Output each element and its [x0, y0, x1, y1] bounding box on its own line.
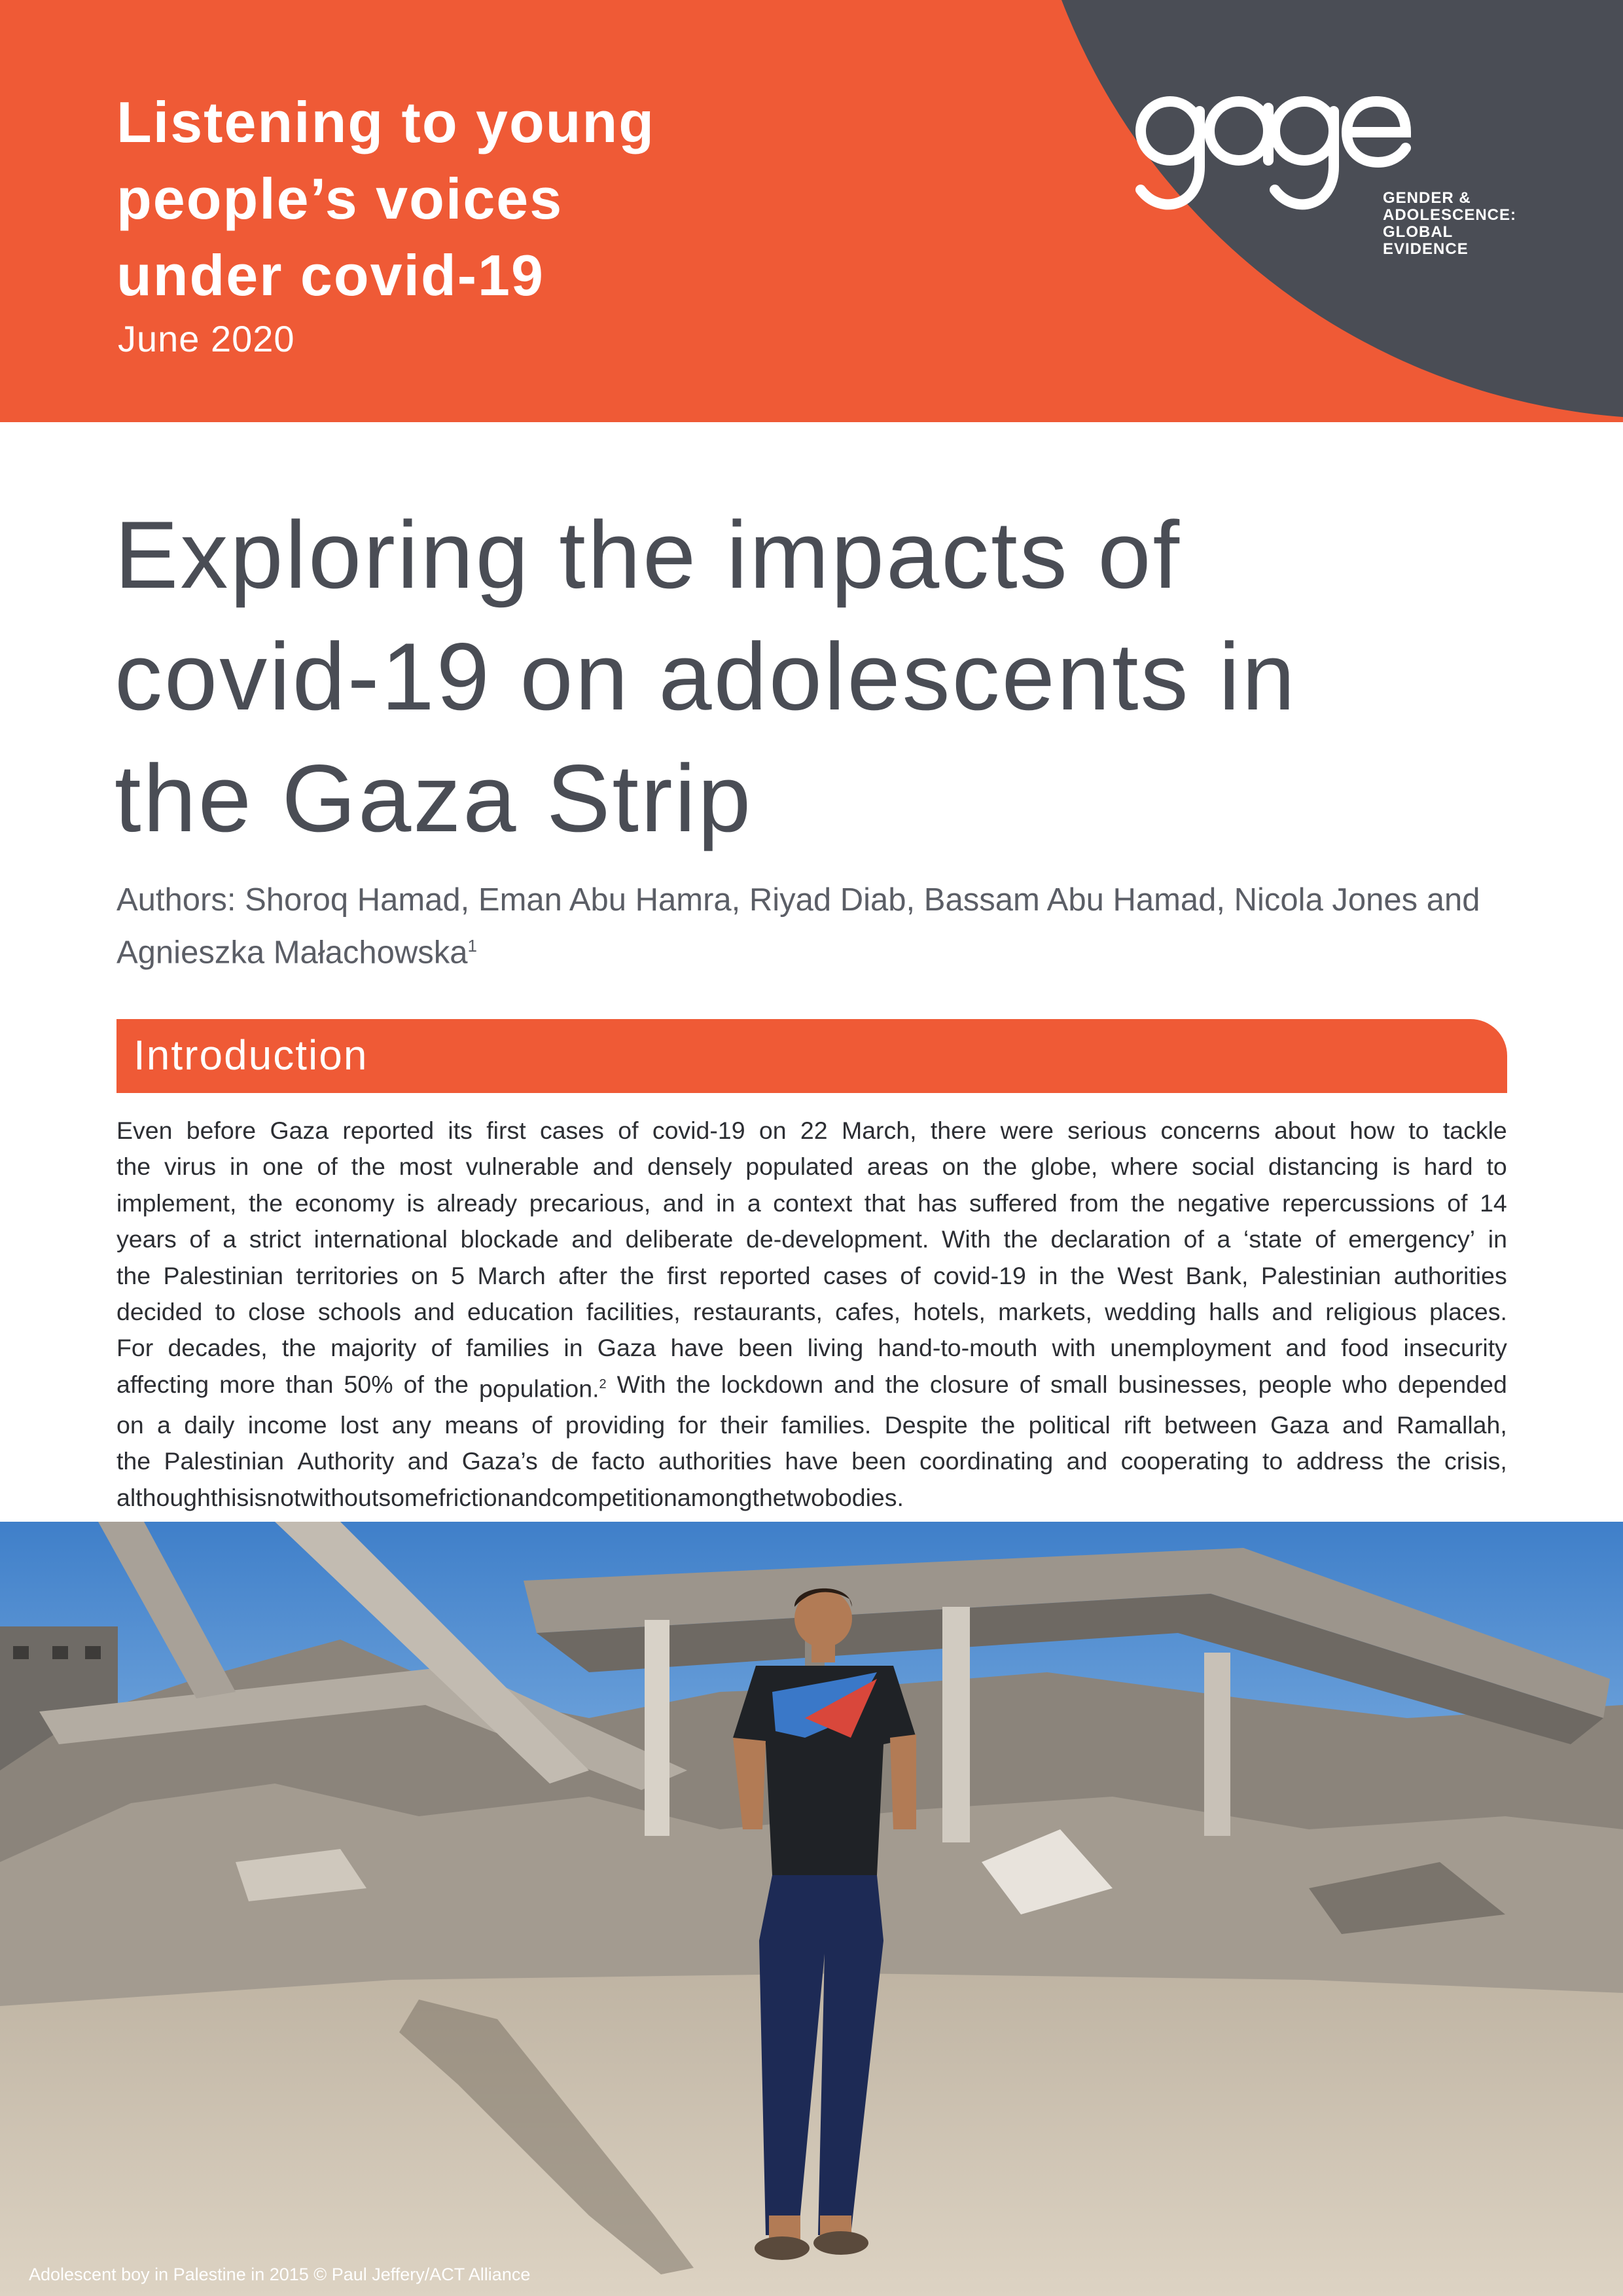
paragraph-word: places.: [1429, 1298, 1507, 1326]
paragraph-word: vulnerable: [465, 1153, 579, 1181]
paragraph-word: For: [116, 1334, 154, 1362]
paragraph-word: of: [1447, 1189, 1468, 1217]
paragraph-word: of: [1183, 1225, 1204, 1253]
paragraph-word: where: [1111, 1153, 1179, 1181]
paragraph-word: address: [1296, 1447, 1384, 1475]
paragraph-word: with: [1052, 1334, 1096, 1362]
paragraph-word: implement,: [116, 1189, 237, 1217]
paragraph-line: [116, 1443, 1507, 1479]
page-title-line: covid-19 on adolescents in: [115, 623, 1297, 730]
paragraph-word: a: [157, 1410, 171, 1439]
paragraph-word: unemployment: [1110, 1334, 1272, 1362]
paragraph-word: the: [1070, 1261, 1105, 1289]
photo-caption: Adolescent boy in Palestine in 2015 © Paul Jeffery/ACT Alliance: [29, 2265, 531, 2284]
series-title-line: under covid-19: [116, 243, 544, 308]
paragraph-word: more: [219, 1370, 276, 1398]
paragraph-line: [116, 1221, 1507, 1257]
paragraph-word: March,: [841, 1117, 917, 1144]
paragraph-line: [116, 1185, 1507, 1221]
paragraph-word: blockade: [460, 1225, 559, 1253]
paragraph-word: that: [864, 1189, 906, 1217]
paragraph-word: authorities: [658, 1447, 772, 1475]
paragraph-line: [116, 1407, 1507, 1443]
paragraph-word: covid-19: [933, 1261, 1026, 1289]
paragraph-word: and: [571, 1225, 613, 1253]
paragraph-word: to: [1262, 1447, 1283, 1475]
paragraph-word: living: [807, 1334, 864, 1362]
logo-tagline-line: ADOLESCENCE:: [1383, 206, 1517, 224]
paragraph-word: affecting: [116, 1370, 209, 1398]
paragraph-word: already: [437, 1189, 518, 1217]
paragraph-word: the: [752, 1483, 787, 1511]
paragraph-word: the: [981, 1410, 1016, 1439]
paragraph-word: political: [1028, 1410, 1111, 1439]
paragraph-word: the: [281, 1334, 316, 1362]
paragraph-word: Palestinian: [164, 1447, 284, 1475]
paragraph-word: rift: [1123, 1410, 1151, 1439]
paragraph-word: there: [930, 1117, 987, 1144]
paragraph-word: lockdown: [721, 1370, 824, 1398]
paragraph-word: the: [116, 1261, 151, 1289]
paragraph-word: than: [285, 1370, 334, 1398]
paragraph-word: declaration: [1050, 1225, 1171, 1253]
paragraph-word: coordinating: [919, 1447, 1054, 1475]
paragraph-word: of: [1019, 1370, 1041, 1398]
paragraph-word: although: [116, 1483, 211, 1511]
gage-logo: [1131, 85, 1524, 275]
paragraph-word: West: [1117, 1261, 1173, 1289]
paragraph-word: on: [116, 1410, 144, 1439]
paragraph-word: deliberate: [625, 1225, 734, 1253]
paragraph-word: is: [249, 1483, 267, 1511]
authors-line-text: Agnieszka Małachowska: [116, 935, 468, 971]
paragraph-word: its: [448, 1117, 473, 1144]
paragraph-word: 14: [1480, 1189, 1507, 1217]
paragraph-word: de-development.: [746, 1225, 929, 1253]
paragraph-word: the: [351, 1153, 385, 1181]
paragraph-word: hard: [1423, 1153, 1473, 1181]
paragraph-line: [116, 1367, 1507, 1407]
footnote-ref[interactable]: 1: [467, 936, 478, 956]
page-title-line: Exploring the impacts of: [115, 501, 1182, 608]
paragraph-word: the: [1397, 1447, 1431, 1475]
paragraph-word: lost: [340, 1410, 379, 1439]
paragraph-word: food: [1341, 1334, 1389, 1362]
paragraph-word: first: [486, 1117, 526, 1144]
paragraph-line: [116, 1113, 1507, 1149]
rubble-boy-photo: [0, 1522, 1623, 2296]
paragraph-word: Palestinian: [1260, 1261, 1382, 1289]
paragraph-word: of: [618, 1117, 639, 1144]
authors-line: Authors: Shoroq Hamad, Eman Abu Hamra, Riyad Diab, Bassam Abu Hamad, Nicola Jones and: [116, 882, 1480, 918]
paragraph-word: With: [616, 1370, 666, 1398]
paragraph-word: Ramallah,: [1396, 1410, 1507, 1439]
paragraph-word: decades,: [168, 1334, 268, 1362]
paragraph-word: education: [467, 1298, 574, 1326]
paragraph-word: emergency’: [1348, 1225, 1476, 1253]
paragraph-word: and: [834, 1370, 875, 1398]
paragraph-word: years: [116, 1225, 177, 1253]
paragraph-word: to: [1486, 1153, 1507, 1181]
paragraph-word: densely: [647, 1153, 732, 1181]
header-banner: [0, 0, 1623, 422]
paragraph-word: in: [716, 1189, 736, 1217]
paragraph-word: their: [720, 1410, 768, 1439]
paragraph-word: means: [444, 1410, 518, 1439]
paragraph-word: to: [215, 1298, 236, 1326]
paragraph-line: [116, 1330, 1507, 1366]
paragraph-word: from: [1069, 1189, 1119, 1217]
paragraph-word: competition: [552, 1483, 677, 1511]
paragraph-line: [116, 1258, 1507, 1294]
paragraph-word: facto: [592, 1447, 645, 1475]
paragraph-word: the: [885, 1370, 919, 1398]
paragraph-word: international: [313, 1225, 448, 1253]
paragraph-word: social: [1192, 1153, 1255, 1181]
paragraph-word: about: [1274, 1117, 1336, 1144]
paragraph-word: small: [1050, 1370, 1108, 1398]
paragraph-word: With: [942, 1225, 991, 1253]
paragraph-word: and: [1272, 1298, 1313, 1326]
paragraph-word: income: [247, 1410, 327, 1439]
paragraph-word: cases: [539, 1117, 604, 1144]
paragraph-word: Gaza: [597, 1334, 656, 1362]
paragraph-word: and: [592, 1153, 634, 1181]
paragraph-word: areas: [866, 1153, 929, 1181]
paragraph-word: Gaza: [270, 1117, 329, 1144]
page-title-line: the Gaza Strip: [115, 745, 753, 852]
paragraph-word: Despite: [884, 1410, 968, 1439]
paragraph-word: markets,: [998, 1298, 1092, 1326]
paragraph-word: hand-to-mouth: [878, 1334, 1038, 1362]
paragraph-word: tackle: [1442, 1117, 1507, 1144]
paragraph-word: and: [510, 1483, 552, 1511]
paragraph-word: of: [531, 1410, 552, 1439]
paragraph-word: to: [1408, 1117, 1429, 1144]
paragraph-word: population.$^2$: [479, 1374, 607, 1403]
paragraph-word: a: [223, 1225, 237, 1253]
logo-tagline-line: GLOBAL: [1383, 223, 1454, 241]
paragraph-word: businesses,: [1118, 1370, 1248, 1398]
publication-date: June 2020: [118, 318, 295, 359]
paragraph-word: the: [1131, 1189, 1166, 1217]
paragraph-word: precarious,: [529, 1189, 651, 1217]
section-heading: Introduction: [134, 1031, 368, 1079]
paragraph-word: religious: [1325, 1298, 1417, 1326]
paragraph-word: any: [391, 1410, 432, 1439]
paragraph-word: March: [477, 1261, 546, 1289]
paragraph-word: friction: [438, 1483, 511, 1511]
paragraph-word: of: [189, 1225, 210, 1253]
paragraph-word: wedding: [1105, 1298, 1196, 1326]
paragraph-word: 22: [800, 1117, 828, 1144]
paragraph-word: virus: [164, 1153, 217, 1181]
paragraph-word: context: [773, 1189, 853, 1217]
paragraph-word: halls: [1209, 1298, 1260, 1326]
paragraph-word: after: [558, 1261, 608, 1289]
paragraph-line: [116, 1480, 1507, 1516]
paragraph-word: reported: [342, 1117, 435, 1144]
paragraph-word: close: [248, 1298, 306, 1326]
paragraph-line: [116, 1294, 1507, 1330]
authors: [116, 877, 1517, 975]
logo-tagline-line: EVIDENCE: [1383, 240, 1469, 258]
paragraph-word: the: [434, 1370, 469, 1398]
paragraph-word: people: [1258, 1370, 1332, 1398]
paragraph-word: daily: [184, 1410, 235, 1439]
paragraph-word: without: [300, 1483, 379, 1511]
paragraph-word: and: [414, 1298, 455, 1326]
paragraph-word: families.: [781, 1410, 872, 1439]
paragraph-word: how: [1349, 1117, 1395, 1144]
paragraph-word: of: [431, 1334, 452, 1362]
paragraph-word: 5: [451, 1261, 465, 1289]
paragraph-word: decided: [116, 1298, 203, 1326]
paragraph-word: this: [210, 1483, 249, 1511]
page-title: [115, 494, 1554, 859]
paragraph-word: facilities,: [586, 1298, 681, 1326]
paragraph-word: and: [1342, 1410, 1383, 1439]
paragraph-word: reported: [719, 1261, 811, 1289]
paragraph-word: Even: [116, 1117, 173, 1144]
paragraph-word: 50%: [344, 1370, 393, 1398]
paragraph-word: covid-19: [652, 1117, 745, 1144]
paragraph-word: been: [851, 1447, 906, 1475]
paragraph-word: in: [563, 1334, 583, 1362]
paragraph-word: a: [747, 1189, 761, 1217]
paragraph-word: have: [785, 1447, 838, 1475]
paragraph-word: the: [116, 1447, 151, 1475]
authors-line: [116, 923, 1517, 975]
paragraph-word: not: [266, 1483, 301, 1511]
paragraph-word: on: [942, 1153, 970, 1181]
paragraph-word: before: [186, 1117, 257, 1144]
paragraph-word: first: [667, 1261, 707, 1289]
paragraph-word: the: [1003, 1225, 1038, 1253]
paragraph-word: cooperating: [1120, 1447, 1249, 1475]
paragraph-word: and: [1285, 1334, 1327, 1362]
paragraph-word: on: [758, 1117, 787, 1144]
paragraph-word: depended: [1397, 1370, 1507, 1398]
paragraph-word: among: [677, 1483, 753, 1511]
paragraph-word: Authority: [297, 1447, 395, 1475]
paragraph-word: insecurity: [1403, 1334, 1507, 1362]
paragraph-word: providing: [565, 1410, 666, 1439]
logo-tagline-line: GENDER &: [1383, 189, 1471, 207]
series-title: [116, 84, 967, 314]
paragraph-word: territories: [296, 1261, 399, 1289]
paragraph-word: one: [262, 1153, 304, 1181]
paragraph-word: hotels,: [913, 1298, 986, 1326]
paragraph-word: a: [1217, 1225, 1231, 1253]
paragraph-word: de: [551, 1447, 579, 1475]
paragraph-word: Bank,: [1185, 1261, 1249, 1289]
paragraph-word: the: [116, 1153, 151, 1181]
paragraph-word: distancing: [1268, 1153, 1379, 1181]
paragraph-word: majority: [330, 1334, 417, 1362]
paragraph-word: the: [620, 1261, 654, 1289]
paragraph-word: serious: [1067, 1117, 1147, 1144]
paragraph-word: of: [403, 1370, 424, 1398]
paragraph-word: the: [983, 1153, 1018, 1181]
series-title-line: Listening to young: [116, 90, 656, 154]
paragraph-word: Gaza: [1270, 1410, 1329, 1439]
paragraph-word: Palestinian: [163, 1261, 284, 1289]
paragraph-word: Gaza’s: [461, 1447, 538, 1475]
paragraph-word: economy: [294, 1189, 395, 1217]
paragraph-word: in: [230, 1153, 249, 1181]
paragraph-word: globe,: [1031, 1153, 1098, 1181]
paragraph-word: most: [399, 1153, 452, 1181]
paragraph-word: negative: [1177, 1189, 1270, 1217]
paragraph-word: on: [411, 1261, 438, 1289]
paragraph-word: two: [786, 1483, 825, 1511]
paragraph-word: the: [676, 1370, 711, 1398]
paragraph-word: the: [249, 1189, 283, 1217]
paragraph-word: authorities: [1393, 1261, 1507, 1289]
paragraph-word: concerns: [1160, 1117, 1260, 1144]
paragraph-word: schools: [317, 1298, 402, 1326]
paragraph-word: strict: [249, 1225, 301, 1253]
paragraph-word: cases: [823, 1261, 887, 1289]
paragraph-word: in: [1039, 1261, 1058, 1289]
paragraph-word: has: [917, 1189, 957, 1217]
paragraph-word: restaurants,: [692, 1298, 823, 1326]
paragraph-word: populated: [745, 1153, 854, 1181]
paragraph-word: suffered: [969, 1189, 1058, 1217]
logo-tagline: [1383, 190, 1516, 258]
paragraph-word: repercussions: [1282, 1189, 1435, 1217]
intro-paragraph: [116, 1113, 1507, 1516]
paragraph-word: closure: [929, 1370, 1009, 1398]
cover-photo: [0, 1522, 1623, 2296]
section-heading-bar: [116, 1019, 1507, 1093]
paragraph-word: between: [1164, 1410, 1257, 1439]
footnote-ref[interactable]: 2: [599, 1376, 607, 1391]
paragraph-line: [116, 1149, 1507, 1185]
paragraph-word: and: [662, 1189, 704, 1217]
paragraph-word: and: [1066, 1447, 1108, 1475]
paragraph-word: have: [670, 1334, 724, 1362]
paragraph-word: crisis,: [1444, 1447, 1507, 1475]
paragraph-word: cafes,: [835, 1298, 901, 1326]
paragraph-word: is: [406, 1189, 425, 1217]
paragraph-word: for: [678, 1410, 707, 1439]
paragraph-word: who: [1342, 1370, 1387, 1398]
paragraph-word: in: [1488, 1225, 1507, 1253]
paragraph-word: families: [466, 1334, 550, 1362]
paragraph-word: of: [1315, 1225, 1336, 1253]
paragraph-word: is: [1392, 1153, 1410, 1181]
paragraph-word: of: [900, 1261, 921, 1289]
paragraph-word: were: [1000, 1117, 1054, 1144]
paragraph-word: ‘state: [1243, 1225, 1302, 1253]
paragraph-word: been: [738, 1334, 793, 1362]
paragraph-word: of: [317, 1153, 338, 1181]
paragraph-word: some: [378, 1483, 439, 1511]
series-title-line: people’s voices: [116, 166, 563, 231]
paragraph-word: and: [407, 1447, 449, 1475]
paragraph-word: bodies.: [825, 1483, 904, 1511]
